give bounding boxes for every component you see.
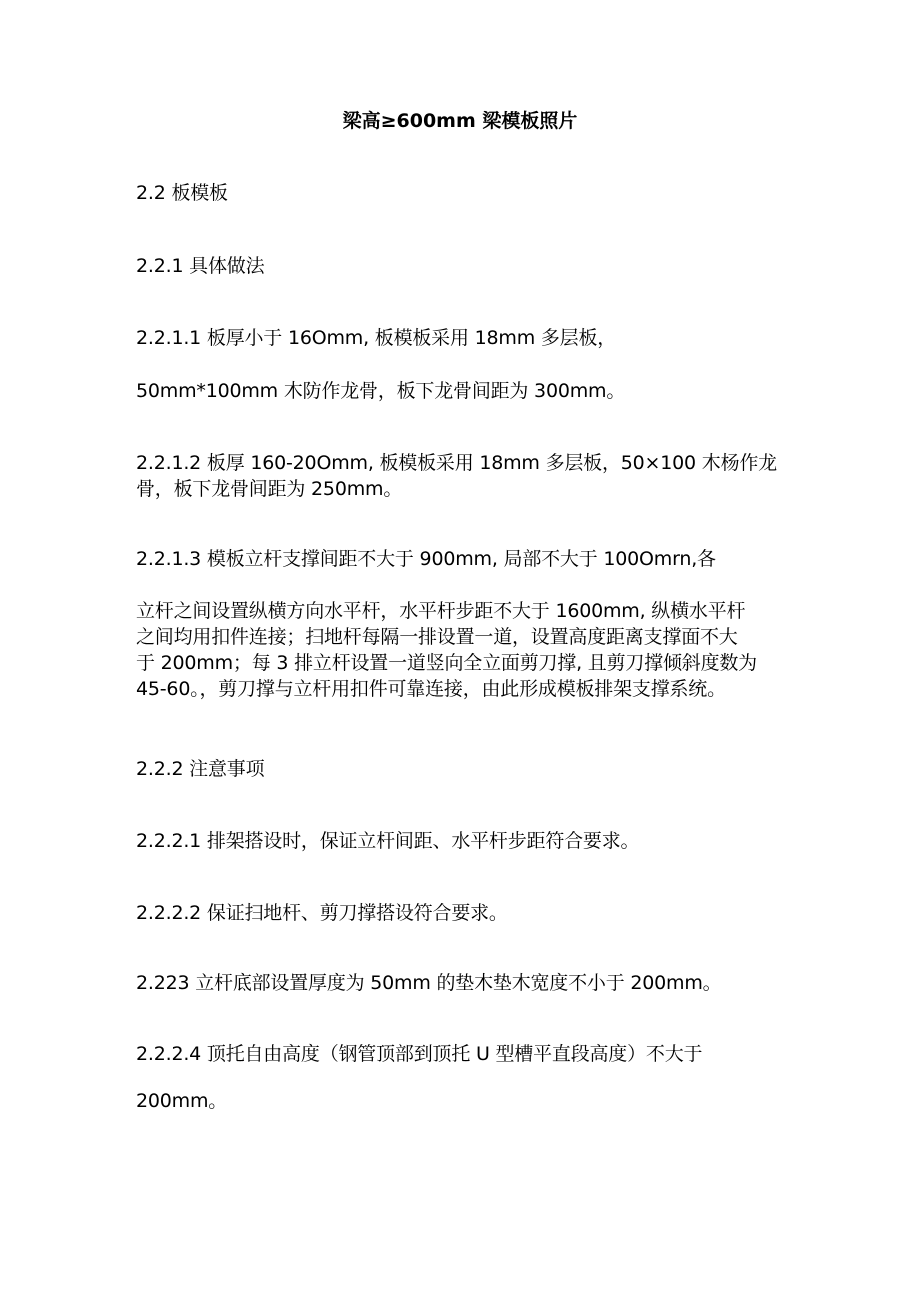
paragraph-line: 2.2.2.4 顶托自由高度（钢管顶部到顶托 U 型槽平直段高度）不大于 (136, 1043, 703, 1065)
paragraph-line: 立杆之间设置纵横方向水平杆，水平杆步距不大于 1600mm, 纵横水平杆 (136, 600, 746, 622)
paragraph-line: 45-60。，剪刀撑与立杆用扣件可靠连接，由此形成模板排架支撑系统。 (136, 678, 726, 700)
paragraph-line: 于 200mm；每 3 排立杆设置一道竖向全立面剪刀撑, 且剪刀撑倾斜度数为 (136, 652, 757, 674)
subsection-heading-2-2-2: 2.2.2 注意事项 (136, 758, 265, 780)
paragraph-line: 50mm*100mm 木防作龙骨，板下龙骨间距为 300mm。 (136, 380, 626, 402)
document-title: 梁高≥600mm 梁模板照片 (342, 110, 578, 132)
section-heading-2-2: 2.2 板模板 (136, 182, 228, 204)
paragraph-line: 2.2.2.2 保证扫地杆、剪刀撑搭设符合要求。 (136, 902, 508, 924)
paragraph-line: 骨，板下龙骨间距为 250mm。 (136, 478, 403, 500)
paragraph-line: 2.2.1.3 模板立杆支撑间距不大于 900mm, 局部不大于 100Omrn,各 (136, 548, 716, 570)
paragraph-line: 2.223 立杆底部设置厚度为 50mm 的垫木垫木宽度不小于 200mm。 (136, 972, 722, 994)
paragraph-line: 2.2.1.1 板厚小于 16Omm, 板模板采用 18mm 多层板， (136, 327, 617, 349)
paragraph-line: 2.2.1.2 板厚 160-20Omm, 板模板采用 18mm 多层板，50×100 木杨作龙 (136, 452, 777, 474)
paragraph-line: 200mm。 (136, 1090, 228, 1112)
subsection-heading-2-2-1: 2.2.1 具体做法 (136, 255, 265, 277)
paragraph-line: 2.2.2.1 排架搭设时，保证立杆间距、水平杆步距符合要求。 (136, 830, 640, 852)
paragraph-line: 之间均用扣件连接；扫地杆每隔一排设置一道，设置高度距离支撑面不大 (136, 626, 738, 648)
